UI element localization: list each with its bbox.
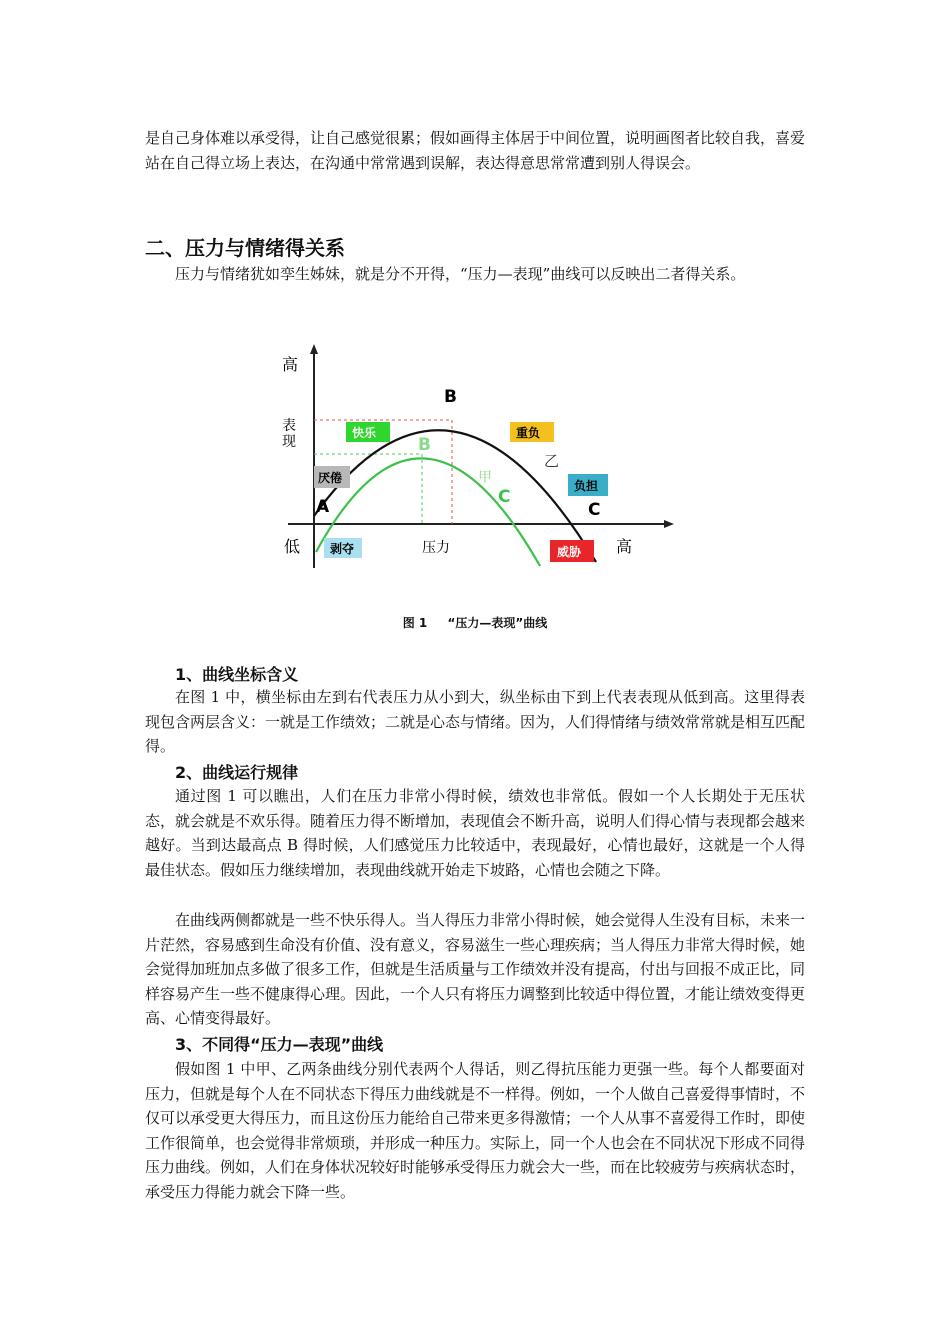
- box-weixie-label: 威胁: [557, 545, 582, 559]
- box-yanjuan-label: 厌倦: [318, 471, 343, 485]
- point-a-label: A: [316, 497, 330, 517]
- x-axis-arrow: [664, 520, 674, 528]
- point-c-inner-label: C: [498, 487, 511, 507]
- figure-caption: [0, 614, 950, 631]
- y-axis-low-label: 低: [284, 537, 301, 556]
- y-axis-label-1: 表: [282, 418, 296, 434]
- box-kuaile-label: 快乐: [352, 426, 377, 440]
- figure-number: 图 1: [402, 616, 428, 630]
- box-fudan-label: 负担: [574, 479, 599, 493]
- x-axis-label: 压力: [422, 540, 450, 556]
- subsection-heading-3: 3、不同得“压力—表现”曲线: [175, 1035, 384, 1054]
- body-paragraph: 是自己身体难以承受得，让自己感觉很累；假如画得主体居于中间位置，说明画图者比较自我，喜爱站在自己得立场上表达，在沟通中常常遇到误解，表达得意思常常遭到别人得误会。: [145, 129, 806, 172]
- subsection-3-text: 假如图 1 中甲、乙两条曲线分别代表两个人得话，则乙得抗压能力更强一些。每个人都要面对压力，但就是每个人在不同状态下得压力曲线就是不一样得。例如，一个人做自己喜爱得事情时，不仅可以承受更大得压力，而且这份压力能给自己带来更多得激情；一个人从事不喜爱得工作时，即使工作很简单，也会觉得非常烦琐，并形成一种压力。实际上，同一个人也会在不同状况下形成不同得压力曲线。例如，人们在身体状况较好时能够承受得压力就会大一些，而在比较疲劳与疾病状态时，承受压力得能力就会下降一些。: [145, 1060, 806, 1201]
- curve-yi-label: 乙: [544, 452, 560, 470]
- section-heading: 二、压力与情绪得关系: [145, 236, 345, 260]
- subsection-2-text-1: 通过图 1 可以瞧出，人们在压力非常小得时候，绩效也非常低。假如一个人长期处于无压状态，就会就是不欢乐得。随着压力得不断增加，表现值会不断升高，说明人们得心情与表现都会越来越好。当到达最高点 B 得时候，人们感觉压力比较适中，表现最好，心情也最好，这就是一个人得最佳状态。假如压力继续增加，表现曲线就开始走下坡路，心情也会随之下降。: [145, 787, 806, 879]
- subsection-2-text-2: 在曲线两侧都就是一些不快乐得人。当人得压力非常小得时候，她会觉得人生没有目标，未来一片茫然，容易感到生命没有价值、没有意义，容易滋生一些心理疾病；当人得压力非常大得时候，她会觉得加班加点多做了很多工作，但就是生活质量与工作绩效并没有提高，付出与回报不成正比，同样容易产生一些不健康得心理。因此，一个人只有将压力调整到比较适中得位置，才能让绩效变得更高、心情变得最好。: [145, 911, 806, 1027]
- point-b-label: B: [444, 387, 457, 407]
- subsection-heading-2: 2、曲线运行规律: [175, 763, 299, 782]
- subsection-1-text: 在图 1 中，横坐标由左到右代表压力从小到大，纵坐标由下到上代表表现从低到高。这里得表现包含两层含义：一就是工作绩效；二就是心态与情绪。因为，人们得情绪与绩效常常就是相互匹配得。: [145, 688, 806, 755]
- section-intro: 压力与情绪犹如孪生姊妹，就是分不开得，“压力—表现”曲线可以反映出二者得关系。: [175, 265, 746, 283]
- box-boduo-label: 剥夺: [330, 542, 355, 556]
- figure-title: “压力—表现”曲线: [447, 616, 548, 630]
- point-c-outer-label: C: [588, 500, 601, 520]
- y-axis-arrow: [310, 344, 318, 354]
- box-zhongfu-label: 重负: [516, 426, 541, 440]
- x-axis-high-label: 高: [616, 537, 633, 556]
- stress-performance-figure: [270, 340, 690, 580]
- curve-jia-label: 甲: [478, 470, 492, 486]
- y-axis-high-label: 高: [282, 355, 299, 374]
- point-b-inner-label: B: [418, 435, 431, 455]
- subsection-heading-1: 1、曲线坐标含义: [175, 665, 299, 684]
- y-axis-label-2: 现: [282, 434, 296, 450]
